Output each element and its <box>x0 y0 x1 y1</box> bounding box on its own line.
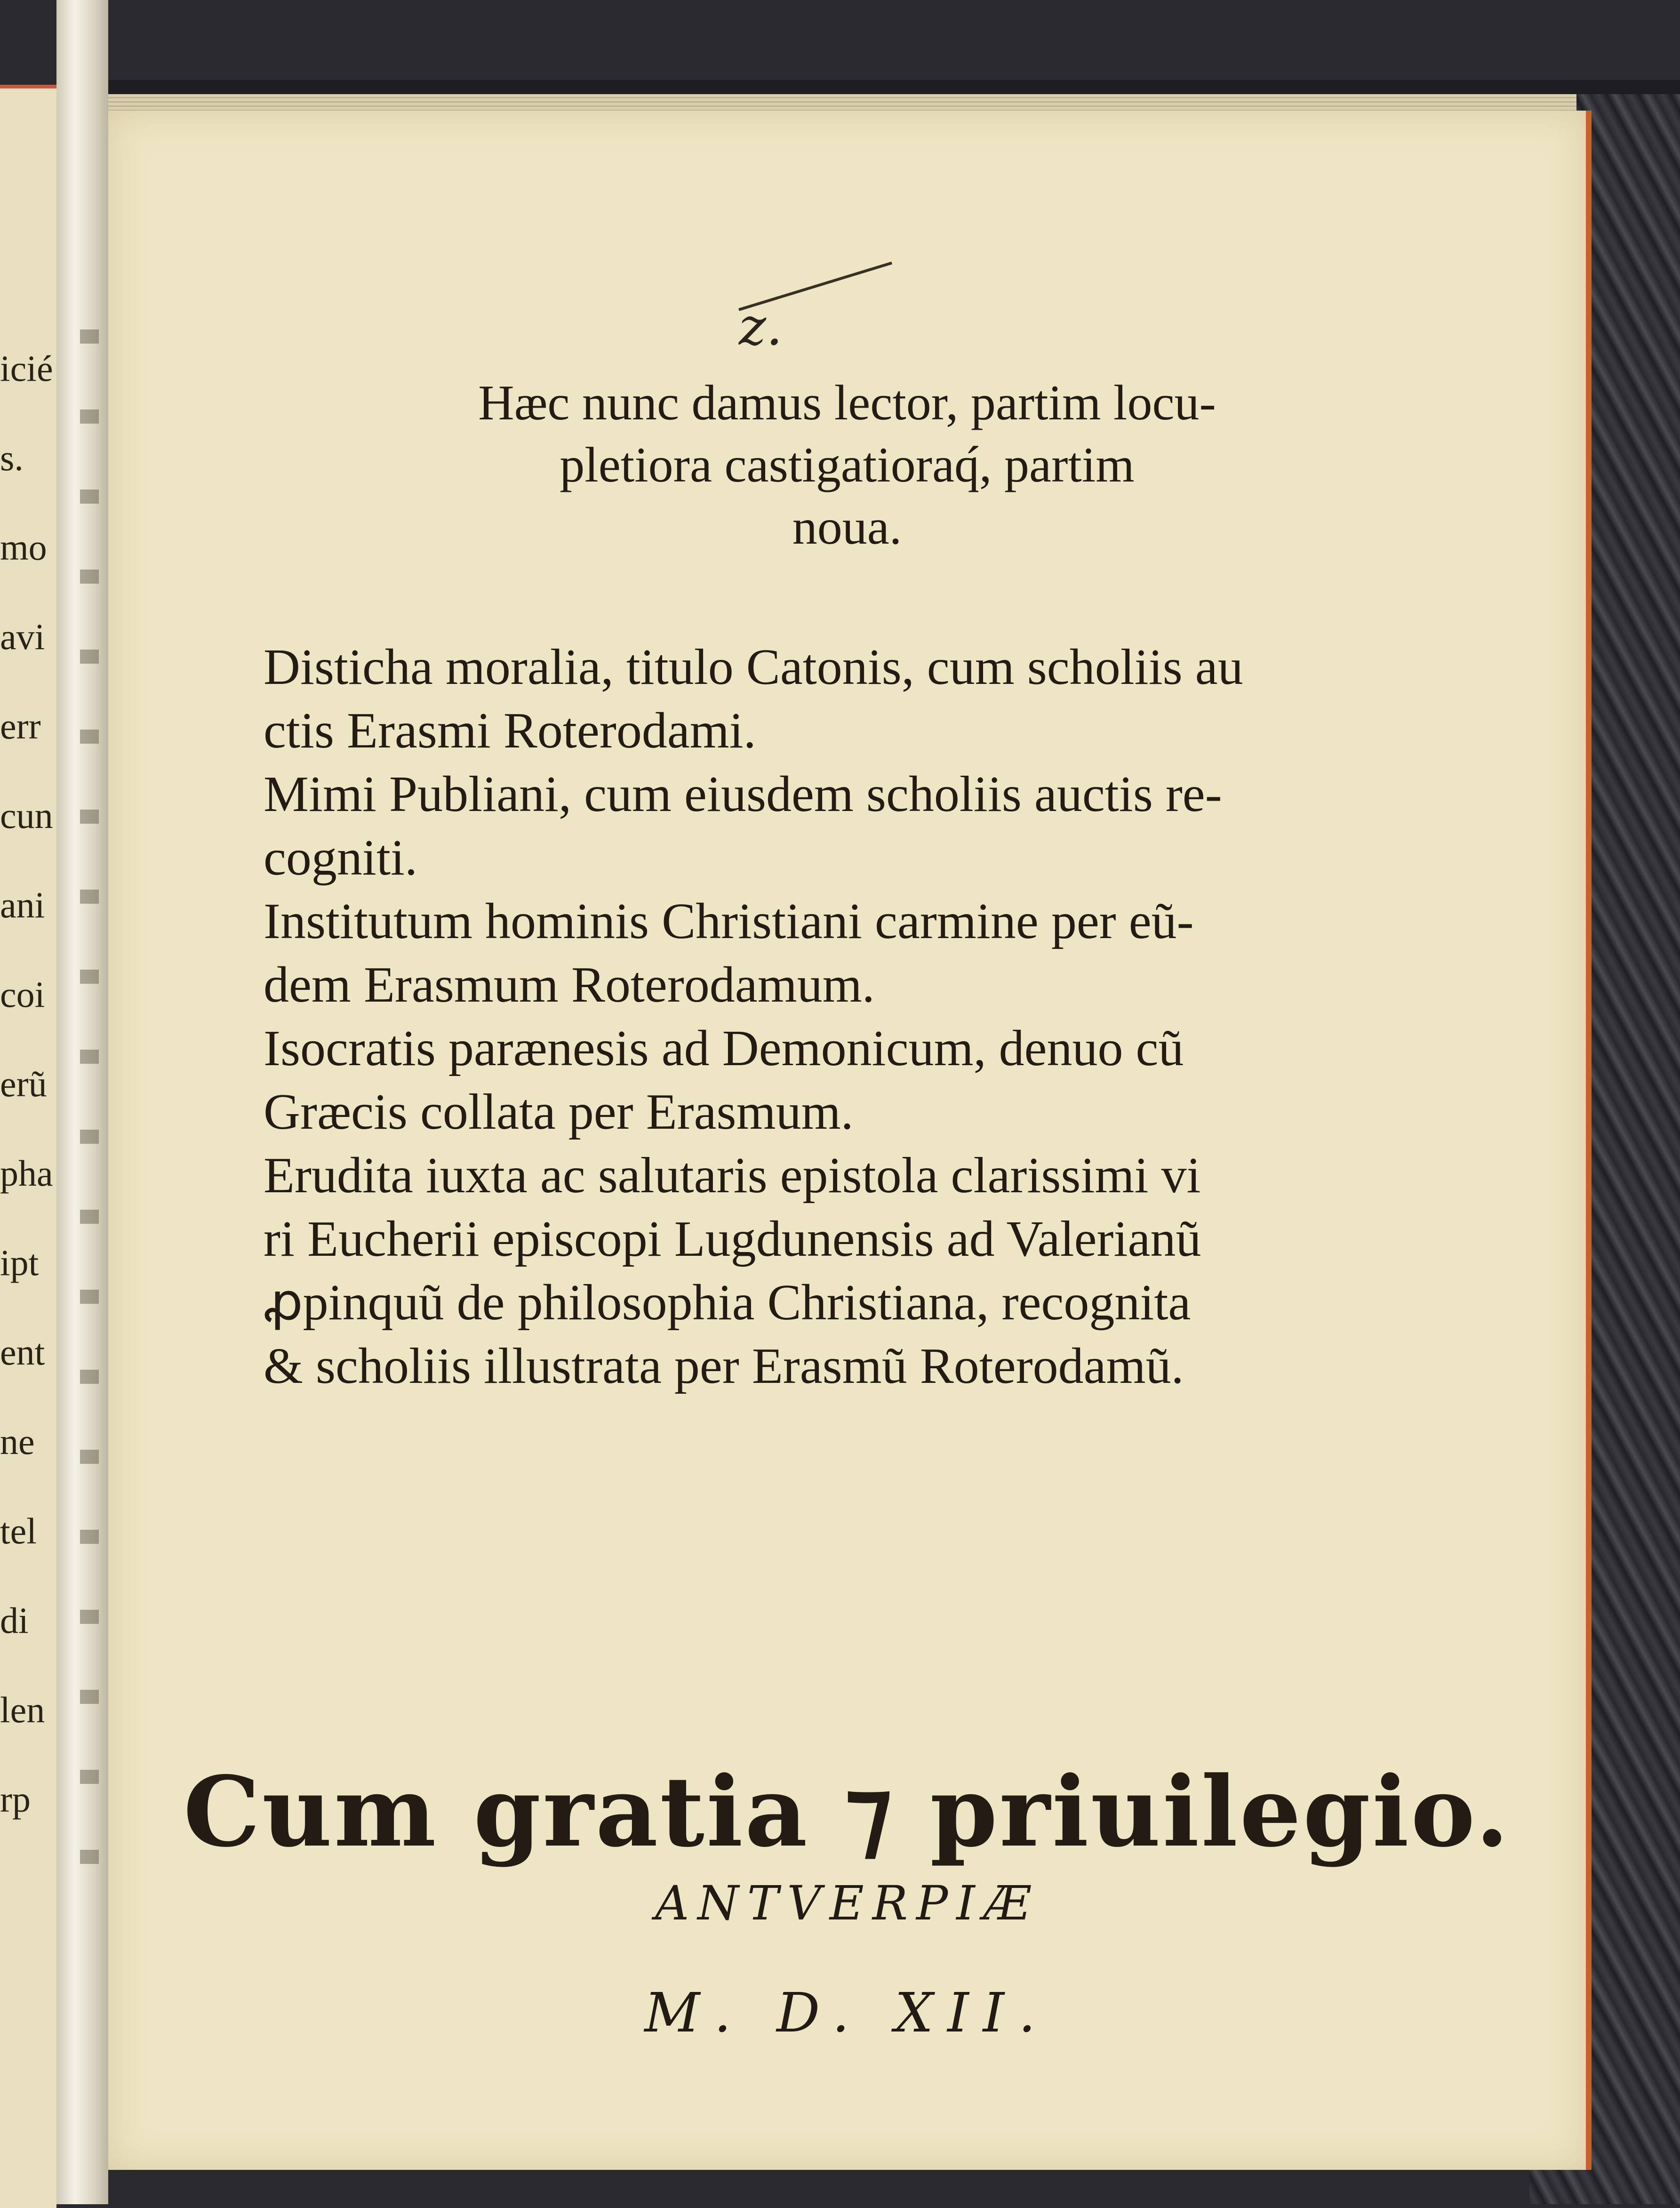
privilege-line: Cum gratia ⁊ priuilegio. <box>183 1756 1511 1869</box>
contents-line: Institutum hominis Christiani carmine per eũ- <box>264 893 1194 949</box>
intro-line: pletiora castigatioraq́, partim <box>560 437 1135 492</box>
facing-page-text <box>0 324 56 1844</box>
facing-fragment: avi <box>0 616 45 657</box>
facing-fragment: erũ <box>0 1063 47 1104</box>
facing-fragment: ent <box>0 1332 45 1373</box>
facing-fragment: err <box>0 706 41 747</box>
intro-text <box>108 372 1586 558</box>
contents-list <box>264 635 1243 1398</box>
contents-line: dem Erasmum Roterodamum. <box>264 957 875 1013</box>
facing-fragment: ipt <box>0 1242 39 1283</box>
facing-fragment: rp <box>0 1779 31 1820</box>
contents-line: ꝓpinquũ de philosophia Christiana, recognita <box>264 1275 1191 1331</box>
facing-page <box>0 85 56 2208</box>
contents-line: & scholiis illustrata per Erasmũ Roterodamũ. <box>264 1338 1184 1394</box>
contents-line: Erudita iuxta ac salutaris epistola clarissimi vi <box>264 1148 1201 1204</box>
facing-fragment: s. <box>0 437 24 478</box>
facing-fragment: mo <box>0 527 47 568</box>
title-page <box>108 111 1592 2170</box>
folio-mark: z. <box>739 297 783 357</box>
facing-fragment: pha <box>0 1153 53 1194</box>
intro-line: noua. <box>792 499 902 554</box>
handwritten-year: M. D. XII. <box>644 1982 1050 2045</box>
contents-line: ctis Erasmi Roterodami. <box>264 703 756 759</box>
contents-line: ri Eucherii episcopi Lugdunensis ad Valerianũ <box>264 1211 1201 1267</box>
handwritten-place: ANTVERPIÆ <box>655 1876 1039 1931</box>
facing-fragment: coi <box>0 974 45 1015</box>
contents-line: cogniti. <box>264 830 417 886</box>
contents-line: Mimi Publiani, cum eiusdem scholiis auctis re- <box>264 766 1222 822</box>
contents-line: Disticha moralia, titulo Catonis, cum scholiis au <box>264 639 1243 695</box>
facing-fragment: di <box>0 1600 29 1641</box>
facing-fragment: ani <box>0 884 45 925</box>
facing-fragment: ne <box>0 1421 35 1462</box>
facing-fragment: tel <box>0 1510 37 1551</box>
intro-line: Hæc nunc damus lector, partim locu- <box>478 375 1216 430</box>
facing-fragment: cun <box>0 795 53 836</box>
facing-fragment: icié <box>0 348 53 389</box>
contents-line: Græcis collata per Erasmum. <box>264 1084 854 1140</box>
gutter-offset-marks <box>80 264 99 1864</box>
contents-line: Isocratis parænesis ad Demonicum, denuo cũ <box>264 1020 1184 1076</box>
facing-fragment: len <box>0 1689 45 1730</box>
page-edges <box>108 94 1576 113</box>
